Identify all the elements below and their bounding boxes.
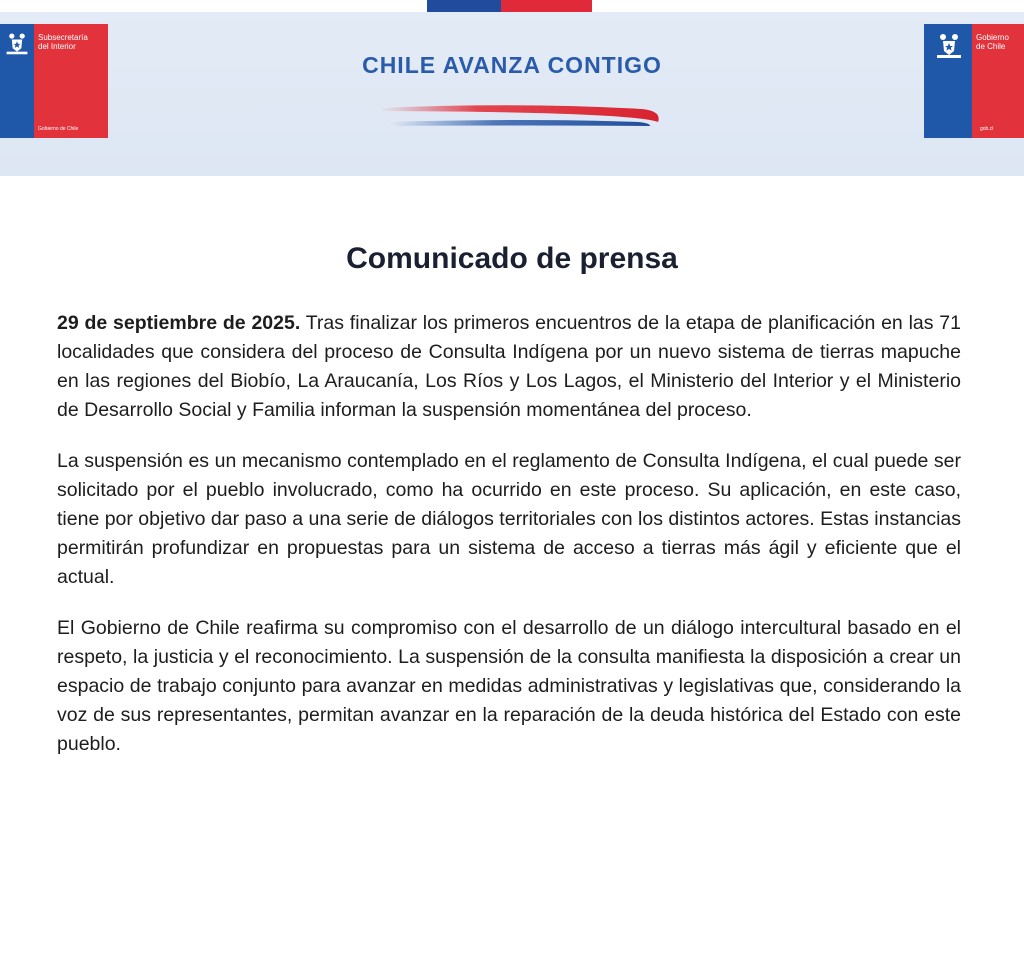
paragraph-2: La suspensión es un mecanismo contemplado en el reglamento de Consulta Indígena, el cual puede ser solicitado por el pueblo involucrado, como ha ocurrido en este proceso. Su aplicación, en este caso, tiene por objetivo dar paso a una serie de diálogos territoriales con los distintos actores. Estas instancias permitirán profundizar en propuestas para un sistema de acceso a tierras más ágil y eficiente que el actual.: [57, 450, 961, 588]
flag-stripe-red: [501, 0, 592, 12]
logo-left-name: Subsecretaría del Interior: [38, 33, 88, 51]
paragraph-3: El Gobierno de Chile reafirma su compromiso con el desarrollo de un diálogo intercultural basado en el respeto, la justicia y el reconocimiento. La suspensión de la consulta manifiesta la disposición a crear un espacio de trabajo conjunto para avanzar en medidas administrativas y legislativas que, considerando la voz de sus representantes, permitan avanzar en la reparación de la deuda histórica del Estado con este pueblo.: [57, 617, 961, 755]
paragraph-1-text: Tras finalizar los primeros encuentros de la etapa de planificación en las 71 localidades que considera del proceso de Consulta Indígena por un nuevo sistema de tierras mapuche en las regiones del Biobío, La Araucanía, Los Ríos y Los Lagos, el Ministerio del Interior y el Ministerio de Desarrollo Social y Familia informan la suspensión momentánea del proceso.: [57, 312, 961, 421]
paragraph-1: [57, 309, 961, 425]
release-date: 29 de septiembre de 2025.: [57, 312, 301, 334]
gobierno-logo: [924, 24, 1024, 138]
header-banner: [0, 12, 1024, 176]
flag-stripe-blue: [427, 0, 501, 12]
logo-right-footer: gob.cl: [980, 126, 994, 132]
document-title: Comunicado de prensa: [346, 242, 678, 275]
press-release-body: [57, 309, 961, 781]
swoosh-graphic: [380, 100, 662, 134]
logo-left-footer: Gobierno de Chile: [38, 126, 79, 132]
logo-right-name: Gobierno de Chile: [976, 33, 1009, 51]
flag-stripe: [427, 0, 592, 12]
subsecretaria-logo: [0, 24, 108, 138]
chile-coat-of-arms-icon: [934, 30, 964, 60]
chile-coat-of-arms-icon: [4, 30, 30, 56]
slogan: CHILE AVANZA CONTIGO: [362, 52, 662, 78]
